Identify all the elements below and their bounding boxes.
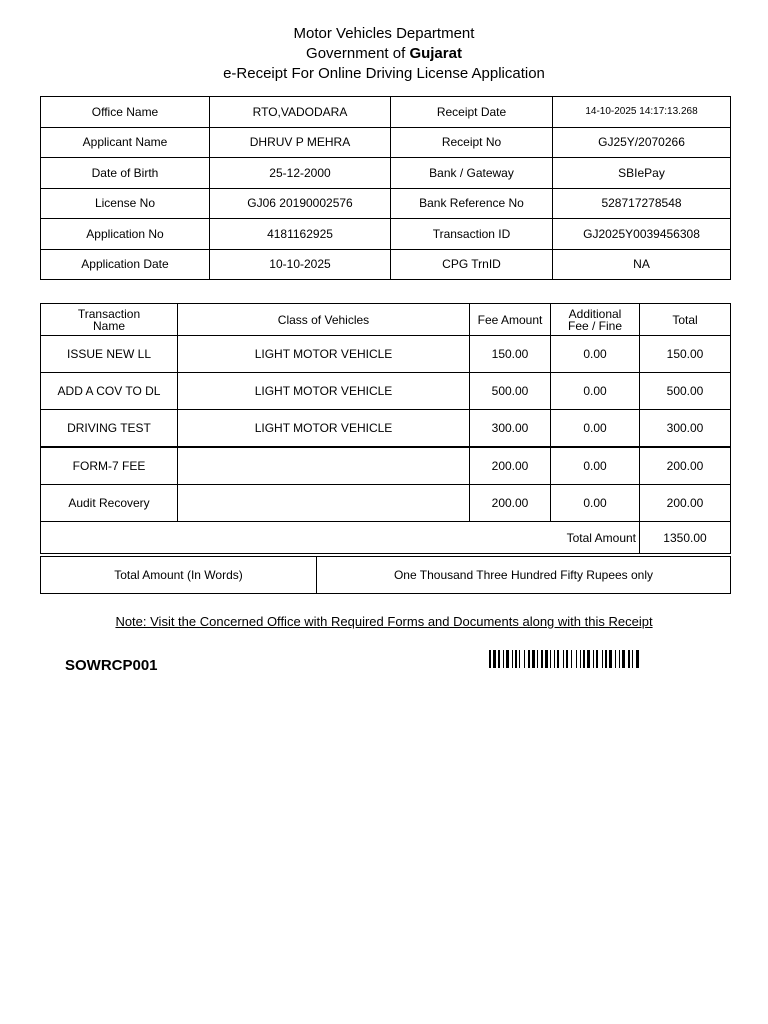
receipt-no-value: GJ25Y/2070266 (553, 127, 731, 158)
info-row (41, 188, 731, 219)
government-line (0, 44, 768, 63)
license-no-value: GJ06 20190002576 (210, 188, 391, 219)
info-row (41, 97, 731, 128)
bank-gateway-label: Bank / Gateway (391, 158, 553, 189)
header-transaction-name-line2: Name (92, 318, 125, 333)
row-total: 200.00 (640, 447, 731, 485)
visit-office-note: Note: Visit the Concerned Office with Required Forms and Documents along with this Receipt (115, 614, 653, 629)
info-row (41, 219, 731, 250)
bank-reference-label: Bank Reference No (391, 188, 553, 219)
total-amount-label: Total Amount (41, 522, 640, 554)
fee-row (41, 373, 731, 410)
transaction-name: DRIVING TEST (41, 410, 178, 448)
form-code: SOWRCP001 (65, 657, 158, 674)
fee-table (40, 303, 731, 554)
transaction-name: ISSUE NEW LL (41, 336, 178, 373)
applicant-info-table (40, 96, 731, 280)
fee-amount: 200.00 (470, 485, 551, 522)
transaction-name: FORM-7 FEE (41, 447, 178, 485)
applicant-name-value: DHRUV P MEHRA (210, 127, 391, 158)
total-amount-row (41, 522, 731, 554)
row-total: 500.00 (640, 373, 731, 410)
fee-row (41, 485, 731, 522)
header-additional-fee (551, 304, 640, 336)
application-date-label: Application Date (41, 249, 210, 280)
barcode-icon (489, 650, 701, 668)
info-row (41, 127, 731, 158)
row-total: 300.00 (640, 410, 731, 448)
bank-gateway-value: SBIePay (553, 158, 731, 189)
application-no-value: 4181162925 (210, 219, 391, 250)
cpg-trnid-value: NA (553, 249, 731, 280)
header-additional-line1: Additional (568, 306, 622, 321)
fee-row (41, 410, 731, 448)
receipt-title: e-Receipt For Online Driving License Application (223, 65, 545, 82)
header-class-of-vehicles: Class of Vehicles (178, 304, 470, 336)
transaction-id-value: GJ2025Y0039456308 (553, 219, 731, 250)
fee-row (41, 336, 731, 373)
government-prefix: Government of (306, 45, 410, 62)
office-name-value: RTO,VADODARA (210, 97, 391, 128)
cpg-trnid-label: CPG TrnID (391, 249, 553, 280)
header-fee-amount: Fee Amount (470, 304, 551, 336)
fee-header-row (41, 304, 731, 336)
additional-fee: 0.00 (551, 410, 640, 448)
receipt-date-label: Receipt Date (391, 97, 553, 128)
fee-amount: 300.00 (470, 410, 551, 448)
application-no-label: Application No (41, 219, 210, 250)
additional-fee: 0.00 (551, 336, 640, 373)
header-additional-line2: Fee / Fine (567, 318, 623, 333)
amount-in-words-value: One Thousand Three Hundred Fifty Rupees only (317, 557, 731, 594)
dob-label: Date of Birth (41, 158, 210, 189)
application-date-value: 10-10-2025 (210, 249, 391, 280)
additional-fee: 0.00 (551, 373, 640, 410)
amount-in-words-label: Total Amount (In Words) (41, 557, 317, 594)
amount-in-words-row (41, 557, 731, 594)
info-row (41, 249, 731, 280)
vehicle-class (178, 485, 470, 522)
additional-fee: 0.00 (551, 485, 640, 522)
additional-fee: 0.00 (551, 447, 640, 485)
header-transaction-name-line1: Transaction (77, 306, 141, 321)
info-row (41, 158, 731, 189)
header-total: Total (640, 304, 731, 336)
state-name: Gujarat (409, 45, 462, 62)
header-transaction-name (41, 304, 178, 336)
vehicle-class: LIGHT MOTOR VEHICLE (178, 336, 470, 373)
applicant-name-label: Applicant Name (41, 127, 210, 158)
transaction-name: Audit Recovery (41, 485, 178, 522)
receipt-date-value: 14-10-2025 14:17:13.268 (553, 97, 731, 128)
fee-amount: 200.00 (470, 447, 551, 485)
vehicle-class: LIGHT MOTOR VEHICLE (178, 373, 470, 410)
fee-amount: 500.00 (470, 373, 551, 410)
amount-in-words-table (40, 556, 731, 594)
license-no-label: License No (41, 188, 210, 219)
vehicle-class (178, 447, 470, 485)
receipt-no-label: Receipt No (391, 127, 553, 158)
transaction-id-label: Transaction ID (391, 219, 553, 250)
row-total: 150.00 (640, 336, 731, 373)
department-title: Motor Vehicles Department (293, 25, 475, 42)
dob-value: 25-12-2000 (210, 158, 391, 189)
vehicle-class: LIGHT MOTOR VEHICLE (178, 410, 470, 448)
fee-amount: 150.00 (470, 336, 551, 373)
row-total: 200.00 (640, 485, 731, 522)
total-amount-value: 1350.00 (640, 522, 731, 554)
transaction-name: ADD A COV TO DL (41, 373, 178, 410)
fee-row (41, 447, 731, 485)
bank-reference-value: 528717278548 (553, 188, 731, 219)
office-name-label: Office Name (41, 97, 210, 128)
